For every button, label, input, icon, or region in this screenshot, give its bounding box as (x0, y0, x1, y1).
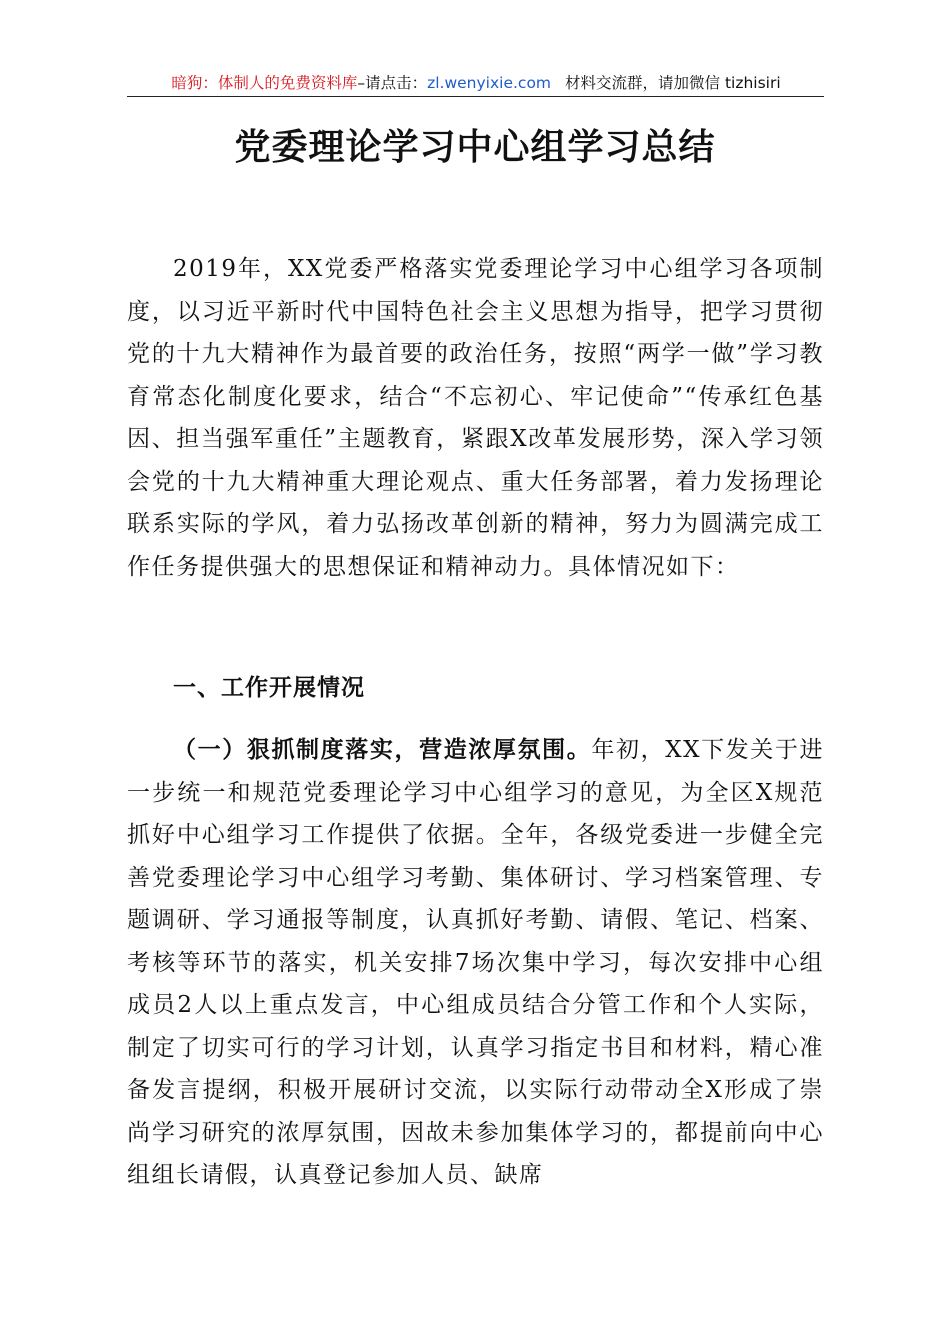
section-1-item-1-paragraph (127, 729, 824, 1197)
intro-paragraph: 2019年，XX党委严格落实党委理论学习中心组学习各项制度，以习近平新时代中国特色社会主义思想为指导，把学习贯彻党的十九大精神作为最首要的政治任务，按照“两学一做”学习教育常态化制度化要求，结合“不忘初心、牢记使命”“传承红色基因、担当强军重任”主题教育，紧跟X改革发展形势，深入学习领会党的十九大精神重大理论观点、重大任务部署，着力发扬理论联系实际的学风，着力弘扬改革创新的精神，努力为圆满完成工作任务提供强大的思想保证和精神动力。具体情况如下： (127, 256, 824, 580)
item-1-lead-sentence: （一）狠抓制度落实，营造浓厚氛围。 (173, 736, 592, 763)
header-divider (127, 96, 824, 97)
header-wechat-note: 材料交流群，请加微信 tizhisiri (565, 74, 781, 92)
section-heading-work-status: 一、工作开展情况 (173, 675, 365, 701)
item-1-body-text: 年初，XX下发关于进一步统一和规范党委理论学习中心组学习的意见，为全区X规范抓好中心组学习工作提供了依据。全年，各级党委进一步健全完善党委理论学习中心组学习考勤、集体研讨、学习档案管理、专题调研、学习通报等制度，认真抓好考勤、请假、笔记、档案、考核等环节的落实，机关安排7场次集中学习，每次安排中心组成员2人以上重点发言，中心组成员结合分管工作和个人实际，制定了切实可行的学习计划，认真学习指定书目和材料，精心准备发言提纲，积极开展研讨交流，以实际行动带动全X形成了崇尚学习研究的浓厚氛围，因故未参加集体学习的，都提前向中心组组长请假，认真登记参加人员、缺席 (127, 737, 825, 1188)
header-url-link[interactable]: zl.wenyixie.com (427, 74, 552, 92)
document-title: 党委理论学习中心组学习总结 (234, 126, 716, 168)
page-header (130, 72, 822, 94)
header-brand: 暗狗：体制人的免费资料库 (171, 74, 358, 92)
header-prompt: –请点击： (357, 74, 428, 92)
